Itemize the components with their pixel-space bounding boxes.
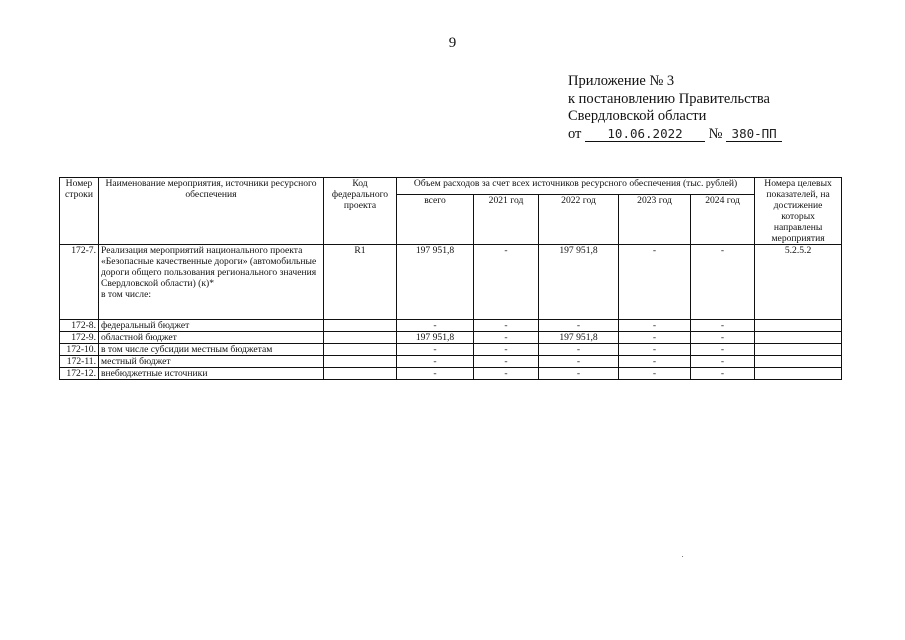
table-row <box>60 368 842 380</box>
row-indicators <box>755 356 842 368</box>
row-name: местный бюджет <box>99 356 324 368</box>
resolution-number: 380-ПП <box>726 127 782 142</box>
row-federal-code: R1 <box>324 245 397 320</box>
row-2022: - <box>539 344 619 356</box>
row-2023: - <box>619 368 691 380</box>
row-2022: - <box>539 356 619 368</box>
appendix-header <box>568 73 782 143</box>
row-indicators <box>755 320 842 332</box>
row-2024: - <box>691 344 755 356</box>
row-name-cell <box>99 245 324 320</box>
row-number: 172-7. <box>60 245 99 320</box>
appendix-date-line <box>568 126 782 144</box>
row-total: 197 951,8 <box>397 245 474 320</box>
row-federal-code <box>324 344 397 356</box>
row-number: 172-11. <box>60 356 99 368</box>
appendix-resolution: к постановлению Правительства <box>568 90 770 107</box>
row-federal-code <box>324 320 397 332</box>
number-prefix: № <box>708 125 723 142</box>
table-header-row <box>60 178 842 195</box>
row-number: 172-12. <box>60 368 99 380</box>
row-total: - <box>397 368 474 380</box>
row-2022: - <box>539 320 619 332</box>
date-prefix: от <box>568 125 582 142</box>
row-federal-code <box>324 332 397 344</box>
row-name: федеральный бюджет <box>99 320 324 332</box>
header-row-number: Номер строки <box>60 178 99 245</box>
row-2023: - <box>619 320 691 332</box>
row-2023: - <box>619 356 691 368</box>
resolution-date: 10.06.2022 <box>585 127 705 142</box>
row-name: в том числе субсидии местным бюджетам <box>99 344 324 356</box>
row-federal-code <box>324 368 397 380</box>
row-2021: - <box>474 356 539 368</box>
header-federal-code: Код федерального проекта <box>324 178 397 245</box>
row-2021: - <box>474 245 539 320</box>
row-total: 197 951,8 <box>397 332 474 344</box>
row-2024: - <box>691 320 755 332</box>
row-number: 172-10. <box>60 344 99 356</box>
table-row <box>60 344 842 356</box>
table-row <box>60 320 842 332</box>
row-2022: 197 951,8 <box>539 245 619 320</box>
row-total: - <box>397 320 474 332</box>
row-2023: - <box>619 344 691 356</box>
row-2023: - <box>619 245 691 320</box>
header-2022: 2022 год <box>539 195 619 245</box>
row-total: - <box>397 344 474 356</box>
row-2024: - <box>691 245 755 320</box>
row-number: 172-9. <box>60 332 99 344</box>
row-federal-code <box>324 356 397 368</box>
row-2022: - <box>539 368 619 380</box>
row-indicators <box>755 368 842 380</box>
row-2021: - <box>474 344 539 356</box>
row-indicators <box>755 344 842 356</box>
appendix-title: Приложение № 3 <box>568 73 675 89</box>
row-2021: - <box>474 320 539 332</box>
row-2024: - <box>691 368 755 380</box>
header-2023: 2023 год <box>619 195 691 245</box>
header-total: всего <box>397 195 474 245</box>
header-indicators: Номера целевых показателей, на достижение которых направлены мероприятия <box>755 178 842 245</box>
row-name: Реализация мероприятий национального проекта «Безопасные качественные дороги» (автомобильные дороги общего пользования регионального значения Свердловской области) (к)* <box>101 245 317 289</box>
table-row-main <box>60 245 842 320</box>
row-2021: - <box>474 368 539 380</box>
header-2021: 2021 год <box>474 195 539 245</box>
table-row <box>60 332 842 344</box>
header-expenses: Объем расходов за счет всех источников ресурсного обеспечения (тыс. рублей) <box>397 178 755 195</box>
row-number: 172-8. <box>60 320 99 332</box>
table-row <box>60 356 842 368</box>
appendix-region: Свердловской области <box>568 108 707 124</box>
row-2023: - <box>619 332 691 344</box>
row-2024: - <box>691 332 755 344</box>
header-2024: 2024 год <box>691 195 755 245</box>
row-indicators: 5.2.5.2 <box>755 245 842 320</box>
resource-table <box>59 177 842 380</box>
scan-speck <box>682 556 683 557</box>
page-number: 9 <box>448 35 457 51</box>
row-2022: 197 951,8 <box>539 332 619 344</box>
row-2021: - <box>474 332 539 344</box>
row-sub-label: в том числе: <box>101 289 152 300</box>
header-name: Наименование мероприятия, источники ресурсного обеспечения <box>99 178 324 245</box>
row-total: - <box>397 356 474 368</box>
row-name: областной бюджет <box>99 332 324 344</box>
row-name: внебюджетные источники <box>99 368 324 380</box>
row-2024: - <box>691 356 755 368</box>
row-indicators <box>755 332 842 344</box>
